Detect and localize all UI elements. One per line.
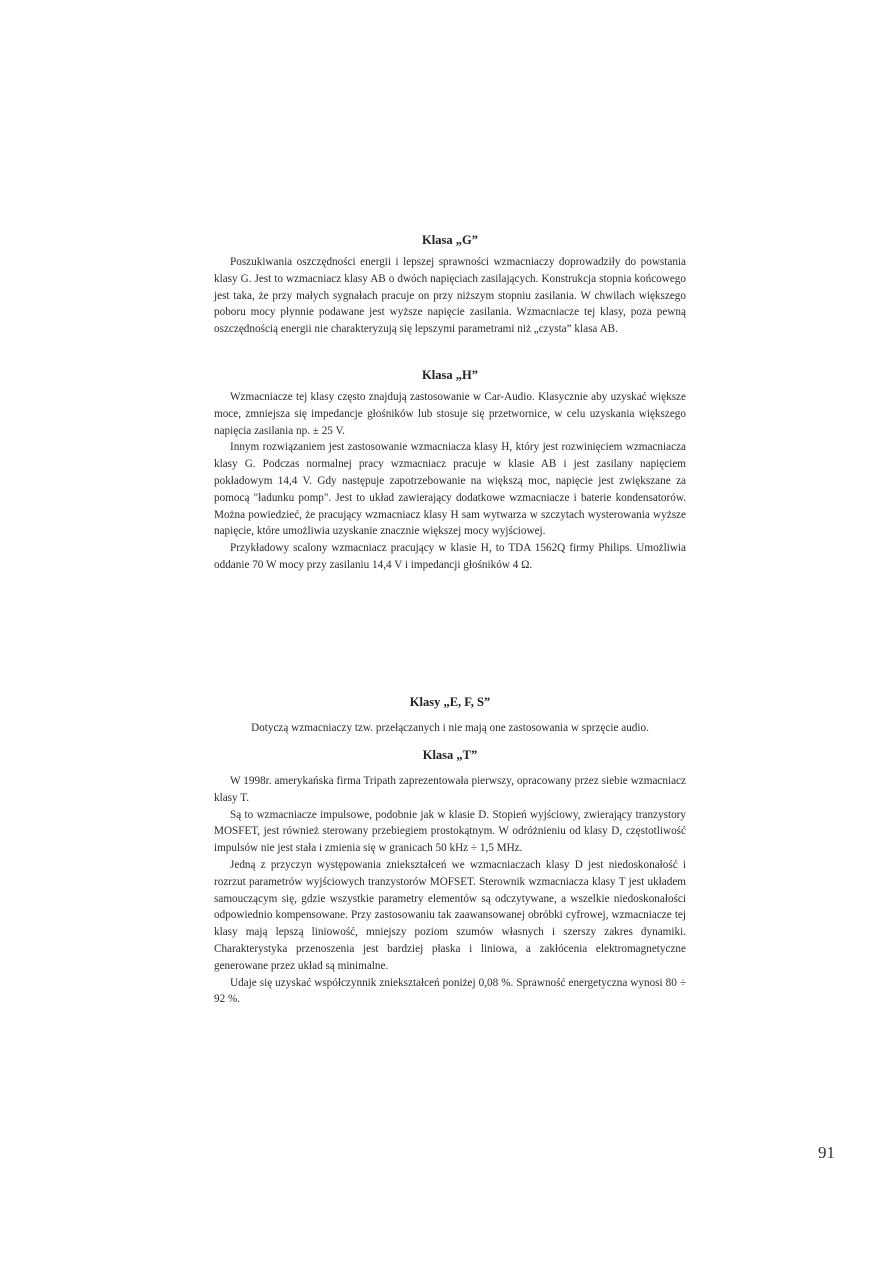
section-heading: Klasa „H” <box>422 368 478 382</box>
paragraph: Innym rozwiązaniem jest zastosowanie wzmacniacza klasy H, który jest rozwinięciem wzmacniacza klasy G. Podczas normalnej pracy wzmacniacz pracuje w klasie AB i jest zasilany napięciem pokładowym 14,4 V. Gdy następuje zapotrzebowanie na większą moc, napięcie jest zwiększane za pomocą "ładunku pomp". Jest to układ zawierający dodatkowe wzmacniacze i baterie kondensatorów. Można powiedzieć, że pracujący wzmacniacz klasy H sam wytwarza w szczytach wysterowania wyższe napięcie, które umożliwia uzyskanie znacznie większej mocy wyjściowej. <box>214 441 686 538</box>
paragraph: Jedną z przyczyn występowania zniekształceń we wzmacniaczach klasy D jest niedoskonałość i rozrzut parametrów wyjściowych tranzystorów MOFSET. Sterownik wzmacniacza klasy T jest układem samouczącym się, gdzie wszystkie parametry elementów są odczytywane, a wszelkie niedoskonałości odpowiednio kompensowane. Przy zastosowaniu tak zaawansowanej obróbki cyfrowej, wzmacniacze tej klasy mają lepszą liniowość, mniejszy poziom szumów własnych i szerszy zakres dynamiki. Charakterystyka przenoszenia jest bardziej płaska i liniowa, a zakłócenia elektromagnetyczne generowane przez układ są minimalne. <box>214 858 686 972</box>
section-heading: Klasa „G” <box>422 233 478 247</box>
paragraph: Są to wzmacniacze impulsowe, podobnie jak w klasie D. Stopień wyjściowy, zwierający tranzystory MOSFET, jest również sterowany przebiegiem prostokątnym. W odróżnieniu od klasy D, częstotliwość impulsów nie jest stała i zmienia się w granicach 50 kHz ÷ 1,5 MHz. <box>214 808 686 855</box>
page-number: 91 <box>818 1143 835 1162</box>
section-klasa-h <box>214 368 686 574</box>
section-heading: Klasa „T” <box>422 748 478 762</box>
paragraph: Udaje się uzyskać współczynnik zniekształceń poniżej 0,08 %. Sprawność energetyczna wynosi 80 ÷ 92 %. <box>214 976 686 1006</box>
section-heading: Klasy „E, F, S” <box>409 695 491 709</box>
section-klasa-g <box>214 233 686 338</box>
paragraph: Dotyczą wzmacniaczy tzw. przełączanych i nie mają one zastosowania w sprzęcie audio. <box>251 722 649 734</box>
paragraph: Przykładowy scalony wzmacniacz pracujący w klasie H, to TDA 1562Q firmy Philips. Umożliwia oddanie 70 W mocy przy zasilaniu 14,4 V i impedancji głośników 4 Ω. <box>214 542 686 571</box>
section-klasa-t <box>214 748 686 1008</box>
paragraph: W 1998r. amerykańska firma Tripath zaprezentowała pierwszy, opracowany przez siebie wzmacniacz klasy T. <box>214 775 686 804</box>
paragraph: Poszukiwania oszczędności energii i lepszej sprawności wzmacniaczy doprowadziły do powstania klasy G. Jest to wzmacniacz klasy AB o dwóch napięciach zasilających. Konstrukcja stopnia końcowego jest taka, że przy małych sygnałach pracuje on przy niższym stopniu zasilania. W chwilach większego poboru mocy płynnie podawane jest wyższe napięcie zasilania. Wzmacniacze tej klasy, poza pewną oszczędnością energii nie charakteryzują się lepszymi parametrami niż „czysta” klasa AB. <box>214 256 686 336</box>
paragraph: Wzmacniacze tej klasy często znajdują zastosowanie w Car-Audio. Klasycznie aby uzyskać większe moce, zmniejsza się impedancje głośników lub stosuje się przetwornice, w celu uzyskania większego napięcia zasilania np. ± 25 V. <box>214 391 686 437</box>
section-klasy-efs <box>214 695 686 737</box>
